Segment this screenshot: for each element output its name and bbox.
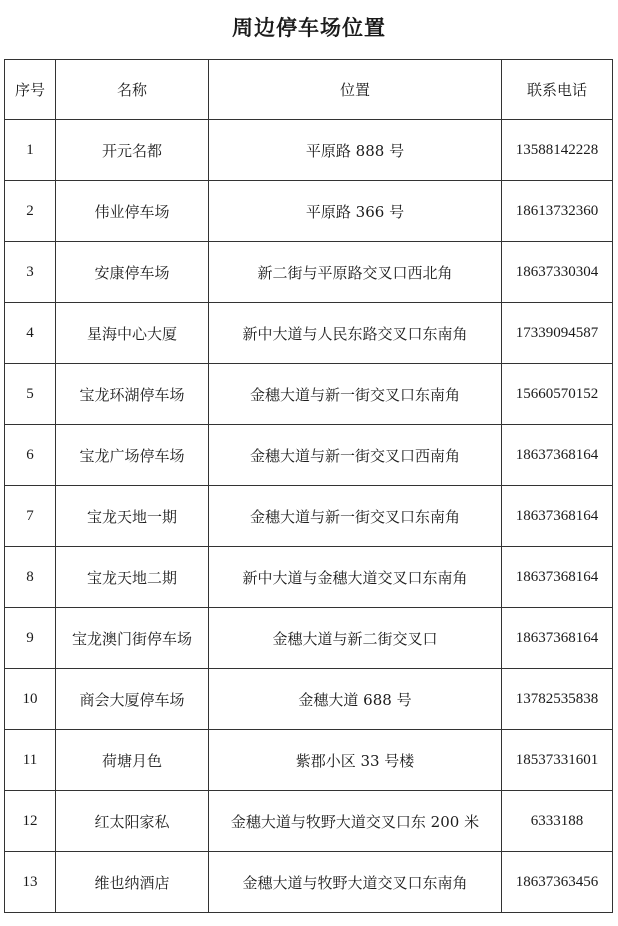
cell-index: 7 bbox=[5, 486, 56, 547]
table-row bbox=[5, 852, 613, 913]
cell-index: 11 bbox=[5, 730, 56, 791]
cell-name: 安康停车场 bbox=[56, 242, 209, 303]
table-body bbox=[5, 120, 613, 913]
header-name: 名称 bbox=[56, 60, 209, 120]
cell-phone: 15660570152 bbox=[502, 364, 613, 425]
table-row bbox=[5, 364, 613, 425]
cell-location: 金穗大道与新一街交叉口西南角 bbox=[209, 425, 502, 486]
table-row bbox=[5, 730, 613, 791]
cell-index: 9 bbox=[5, 608, 56, 669]
cell-location: 新中大道与金穗大道交叉口东南角 bbox=[209, 547, 502, 608]
cell-name: 荷塘月色 bbox=[56, 730, 209, 791]
table-header bbox=[5, 60, 613, 120]
header-row bbox=[5, 60, 613, 120]
cell-name: 宝龙广场停车场 bbox=[56, 425, 209, 486]
cell-name: 开元名都 bbox=[56, 120, 209, 181]
cell-name: 宝龙环湖停车场 bbox=[56, 364, 209, 425]
page-title: 周边停车场位置 bbox=[232, 16, 386, 40]
table-row bbox=[5, 303, 613, 364]
cell-phone: 18637368164 bbox=[502, 608, 613, 669]
cell-name: 宝龙澳门街停车场 bbox=[56, 608, 209, 669]
cell-index: 13 bbox=[5, 852, 56, 913]
header-location: 位置 bbox=[209, 60, 502, 120]
cell-name: 商会大厦停车场 bbox=[56, 669, 209, 730]
cell-name: 宝龙天地二期 bbox=[56, 547, 209, 608]
cell-location: 金穗大道与新二街交叉口 bbox=[209, 608, 502, 669]
cell-phone: 18637368164 bbox=[502, 425, 613, 486]
cell-location: 新中大道与人民东路交叉口东南角 bbox=[209, 303, 502, 364]
table-row bbox=[5, 425, 613, 486]
cell-phone: 13782535838 bbox=[502, 669, 613, 730]
cell-name: 伟业停车场 bbox=[56, 181, 209, 242]
cell-index: 5 bbox=[5, 364, 56, 425]
cell-index: 12 bbox=[5, 791, 56, 852]
cell-index: 8 bbox=[5, 547, 56, 608]
cell-phone: 18613732360 bbox=[502, 181, 613, 242]
cell-location: 金穗大道与新一街交叉口东南角 bbox=[209, 486, 502, 547]
cell-index: 10 bbox=[5, 669, 56, 730]
cell-phone: 6333188 bbox=[502, 791, 613, 852]
table-row bbox=[5, 181, 613, 242]
table-row bbox=[5, 242, 613, 303]
cell-location: 平原路 366 号 bbox=[209, 181, 502, 242]
cell-location: 金穗大道与牧野大道交叉口东 200 米 bbox=[209, 791, 502, 852]
cell-location: 金穗大道 688 号 bbox=[209, 669, 502, 730]
cell-phone: 18637368164 bbox=[502, 486, 613, 547]
cell-name: 宝龙天地一期 bbox=[56, 486, 209, 547]
cell-phone: 17339094587 bbox=[502, 303, 613, 364]
cell-location: 新二街与平原路交叉口西北角 bbox=[209, 242, 502, 303]
cell-location: 紫郡小区 33 号楼 bbox=[209, 730, 502, 791]
cell-index: 4 bbox=[5, 303, 56, 364]
cell-index: 1 bbox=[5, 120, 56, 181]
cell-index: 6 bbox=[5, 425, 56, 486]
cell-phone: 18637363456 bbox=[502, 852, 613, 913]
table-row bbox=[5, 486, 613, 547]
cell-phone: 18637368164 bbox=[502, 547, 613, 608]
table-row bbox=[5, 547, 613, 608]
table-row bbox=[5, 608, 613, 669]
cell-name: 星海中心大厦 bbox=[56, 303, 209, 364]
cell-name: 维也纳酒店 bbox=[56, 852, 209, 913]
table-row bbox=[5, 791, 613, 852]
cell-phone: 18537331601 bbox=[502, 730, 613, 791]
cell-phone: 13588142228 bbox=[502, 120, 613, 181]
header-index: 序号 bbox=[5, 60, 56, 120]
cell-name: 红太阳家私 bbox=[56, 791, 209, 852]
header-phone: 联系电话 bbox=[502, 60, 613, 120]
cell-index: 2 bbox=[5, 181, 56, 242]
table-row bbox=[5, 120, 613, 181]
cell-location: 金穗大道与新一街交叉口东南角 bbox=[209, 364, 502, 425]
parking-table bbox=[4, 59, 613, 913]
table-row bbox=[5, 669, 613, 730]
cell-phone: 18637330304 bbox=[502, 242, 613, 303]
cell-location: 平原路 888 号 bbox=[209, 120, 502, 181]
cell-index: 3 bbox=[5, 242, 56, 303]
cell-location: 金穗大道与牧野大道交叉口东南角 bbox=[209, 852, 502, 913]
